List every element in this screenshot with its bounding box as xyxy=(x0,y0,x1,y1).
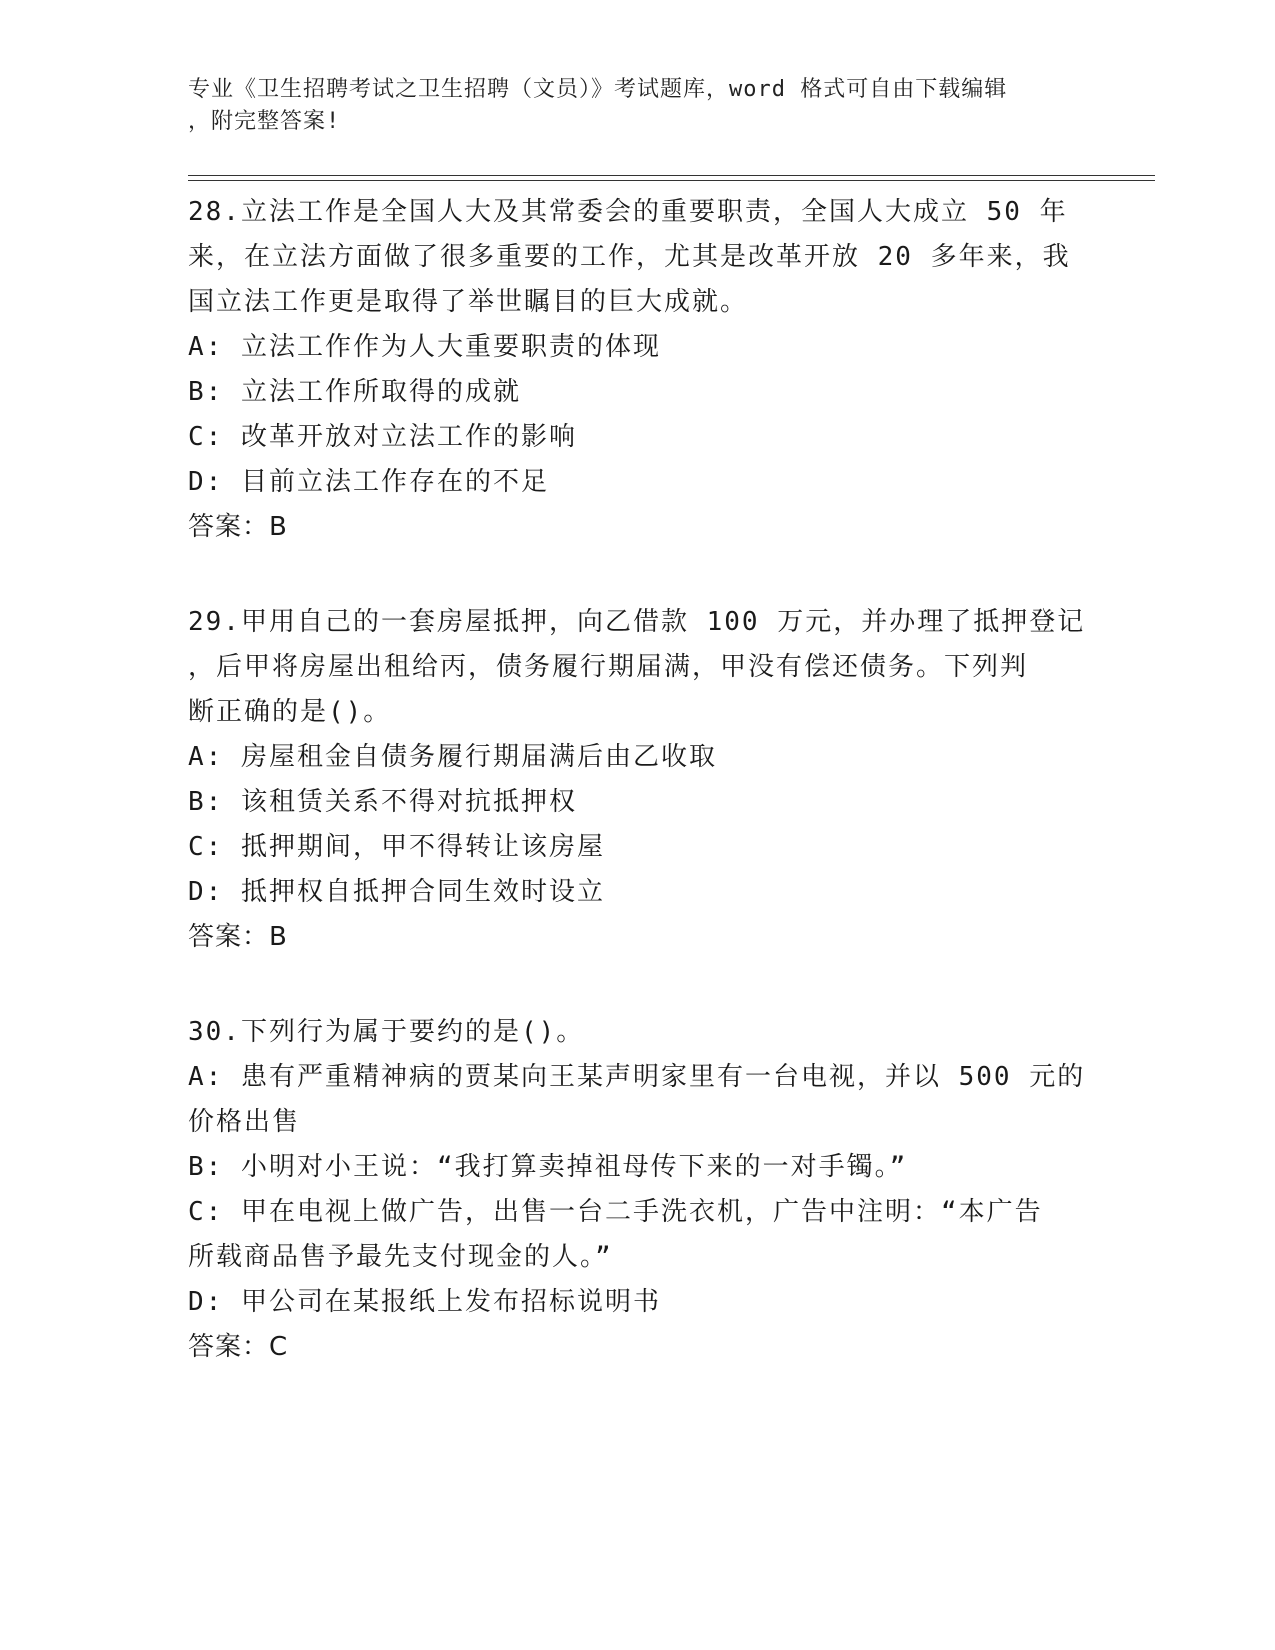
question-29 xyxy=(188,600,1086,960)
answer-line: 答案：B xyxy=(188,512,288,542)
question-30 xyxy=(188,1010,1086,1370)
option-b: B: 小明对小王说：“我打算卖掉祖母传下来的一对手镯。” xyxy=(188,1152,908,1182)
answer-line: 答案：B xyxy=(188,922,288,952)
option-a-continued: 价格出售 xyxy=(188,1107,301,1137)
option-d: D: 甲公司在某报纸上发布招标说明书 xyxy=(188,1287,661,1317)
option-c: C: 抵押期间，甲不得转让该房屋 xyxy=(188,832,605,862)
option-a: A: 房屋租金自债务履行期届满后由乙收取 xyxy=(188,742,717,772)
option-c-continued: 所载商品售予最先支付现金的人。” xyxy=(188,1242,613,1272)
question-stem-line: 30.下列行为属于要约的是()。 xyxy=(188,1017,585,1047)
header-divider-bottom xyxy=(188,180,1155,181)
question-stem-line: 来，在立法方面做了很多重要的工作，尤其是改革开放 20 多年来，我 xyxy=(188,242,1071,272)
option-d: D: 目前立法工作存在的不足 xyxy=(188,467,549,497)
option-d: D: 抵押权自抵押合同生效时设立 xyxy=(188,877,605,907)
question-stem-line: 断正确的是()。 xyxy=(188,697,392,727)
question-28 xyxy=(188,190,1078,550)
question-stem-line: 28.立法工作是全国人大及其常委会的重要职责，全国人大成立 50 年 xyxy=(188,197,1068,227)
answer-line: 答案：C xyxy=(188,1332,289,1362)
header-line-2: ，附完整答案! xyxy=(188,109,341,134)
option-a: A: 立法工作作为人大重要职责的体现 xyxy=(188,332,661,362)
question-stem-line: ，后甲将房屋出租给丙，债务履行期届满，甲没有偿还债务。下列判 xyxy=(188,652,1029,682)
option-c: C: 改革开放对立法工作的影响 xyxy=(188,422,577,452)
question-stem-line: 国立法工作更是取得了举世瞩目的巨大成就。 xyxy=(188,287,749,317)
header-divider-top xyxy=(188,175,1155,176)
question-stem-line: 29.甲用自己的一套房屋抵押，向乙借款 100 万元，并办理了抵押登记 xyxy=(188,607,1086,637)
option-a: A: 患有严重精神病的贾某向王某声明家里有一台电视，并以 500 元的 xyxy=(188,1062,1086,1092)
option-c: C: 甲在电视上做广告，出售一台二手洗衣机，广告中注明：“本广告 xyxy=(188,1197,1043,1227)
document-header xyxy=(188,74,1068,138)
option-b: B: 该租赁关系不得对抗抵押权 xyxy=(188,787,577,817)
header-line-1: 专业《卫生招聘考试之卫生招聘（文员）》考试题库，word 格式可自由下载编辑 xyxy=(188,77,1008,102)
option-b: B: 立法工作所取得的成就 xyxy=(188,377,521,407)
